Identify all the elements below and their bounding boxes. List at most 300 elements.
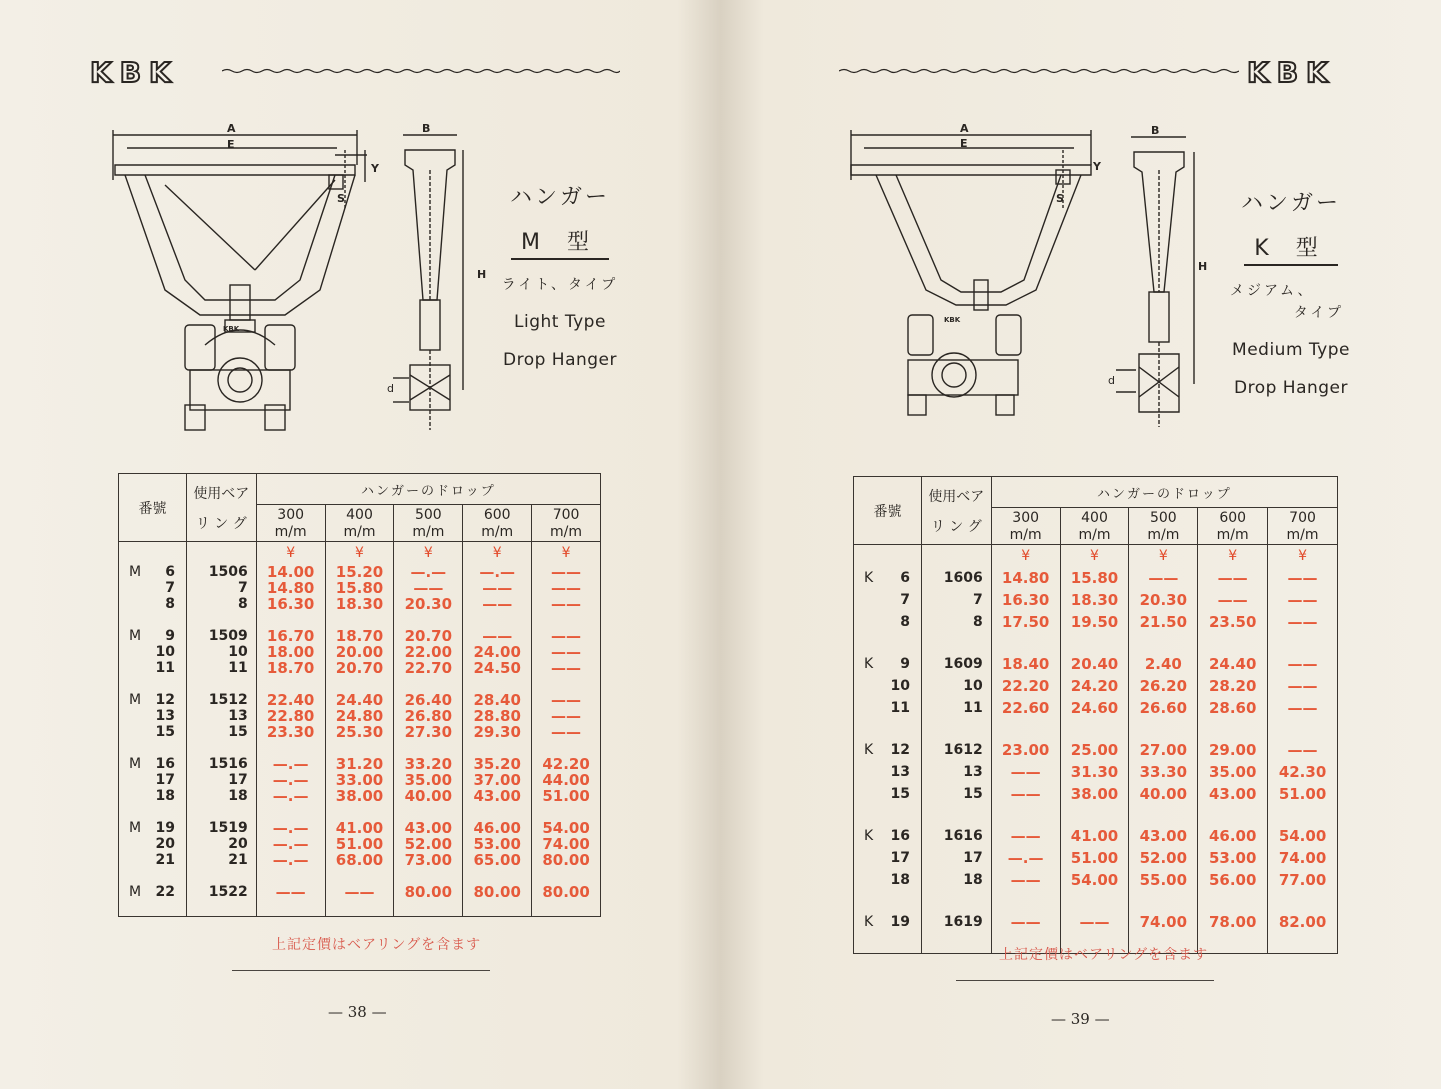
price-value: 82.00 <box>1278 913 1327 931</box>
price-value: 74.00 <box>1139 913 1188 931</box>
bearing-number: 1519 <box>208 820 248 836</box>
price-value: —— <box>1217 591 1248 609</box>
row-group <box>187 628 256 676</box>
row-number <box>864 589 921 611</box>
price-value: 22.20 <box>1001 677 1050 695</box>
price-value: 53.00 <box>1208 849 1257 867</box>
product-type: K 型 <box>1244 231 1337 266</box>
price-value: 15.20 <box>335 563 384 581</box>
row-group <box>1061 739 1129 805</box>
type-english: Medium Type <box>1232 340 1350 360</box>
price-value: 20.30 <box>404 595 453 613</box>
hanger-number: 11 <box>890 700 910 716</box>
price-value: 54.00 <box>1278 827 1327 845</box>
price-value: 51.00 <box>335 835 384 853</box>
row-group <box>326 884 394 900</box>
col-header-drop: ハンガーのドロップ <box>991 477 1337 508</box>
row-number <box>129 580 186 596</box>
row-number <box>129 852 186 868</box>
row-number <box>864 825 921 847</box>
price-table <box>118 473 601 917</box>
row-group <box>1268 739 1337 805</box>
row-group <box>992 739 1060 805</box>
col-header-size-600 <box>463 505 532 542</box>
price-value: 22.70 <box>404 659 453 677</box>
price-value: 24.50 <box>473 659 521 677</box>
hanger-side-view-drawing <box>1106 122 1208 432</box>
price-value: 51.00 <box>1278 785 1327 803</box>
row-group <box>463 820 531 868</box>
price-value: 56.00 <box>1208 871 1257 889</box>
price-value: —.— <box>479 563 516 581</box>
spacer <box>129 542 186 564</box>
price-value: 14.00 <box>266 563 315 581</box>
price-value: 68.00 <box>335 851 384 869</box>
bearing-number: 8 <box>972 614 983 630</box>
price-value: 22.80 <box>266 707 315 725</box>
col-header-number: 番號 <box>119 474 187 542</box>
price-value: 80.00 <box>404 883 453 901</box>
size-unit: m/m <box>1147 527 1180 543</box>
price-value: 24.20 <box>1070 677 1119 695</box>
price-value: 43.00 <box>1139 827 1188 845</box>
hanger-number: 11 <box>155 660 175 676</box>
price-value: 54.00 <box>542 819 590 837</box>
price-value: 16.30 <box>1001 591 1050 609</box>
dim-a-label: A <box>960 122 969 135</box>
hanger-number: 17 <box>155 772 175 788</box>
dim-h-label: H <box>477 268 487 281</box>
row-group <box>1061 911 1129 933</box>
bearing-number: 1612 <box>943 742 983 758</box>
price-value: —.— <box>272 835 309 853</box>
row-group <box>532 884 600 900</box>
dim-y-label: Y <box>371 162 379 175</box>
price-value: 52.00 <box>404 835 453 853</box>
row-number <box>129 644 186 660</box>
dim-d-label: d <box>1108 374 1115 387</box>
col-header-size-300 <box>256 505 325 542</box>
hanger-front-view-drawing <box>105 120 390 440</box>
row-group <box>129 564 186 612</box>
dim-b-label: B <box>1151 124 1160 137</box>
row-number <box>129 820 186 836</box>
col-header-drop: ハンガーのドロップ <box>256 474 600 505</box>
price-value: 40.00 <box>1139 785 1188 803</box>
column-price-500 <box>1129 545 1198 954</box>
price-value: 77.00 <box>1278 871 1327 889</box>
price-value: 43.00 <box>1208 785 1257 803</box>
size-unit: m/m <box>550 524 583 540</box>
row-group <box>992 653 1060 719</box>
row-group <box>187 820 256 868</box>
bearing-number: 1606 <box>943 570 983 586</box>
page-right <box>721 0 1441 1089</box>
row-group <box>463 756 531 804</box>
price-value: 52.00 <box>1139 849 1188 867</box>
size-value: 400 <box>1081 510 1108 526</box>
price-value: —— <box>482 627 513 645</box>
spacer <box>864 545 921 567</box>
bearing-number: 11 <box>228 660 248 676</box>
price-value: 51.00 <box>542 787 590 805</box>
hanger-number: 16 <box>155 756 175 772</box>
price-value: 54.00 <box>1070 871 1119 889</box>
price-value: 18.30 <box>335 595 384 613</box>
price-value: —— <box>1287 655 1318 673</box>
price-value: —.— <box>272 819 309 837</box>
column-price-500 <box>394 542 463 917</box>
price-value: 74.00 <box>542 835 590 853</box>
row-group <box>864 825 921 891</box>
row-number <box>864 783 921 805</box>
product-title-block <box>480 180 640 370</box>
size-unit: m/m <box>1286 527 1319 543</box>
hanger-number: 7 <box>900 592 910 608</box>
row-group <box>463 692 531 740</box>
hanger-number: 6 <box>900 570 910 586</box>
row-number <box>129 756 186 772</box>
row-number <box>129 692 186 708</box>
row-group <box>187 564 256 612</box>
price-value: 18.70 <box>266 659 315 677</box>
hanger-number: 16 <box>890 828 910 844</box>
row-group <box>463 884 531 900</box>
row-group <box>864 911 921 933</box>
series-letter: K <box>864 914 874 930</box>
bearing-number: 11 <box>963 700 983 716</box>
kbk-badge: KBK <box>223 325 240 333</box>
row-group <box>257 756 325 804</box>
bearing-number: 1512 <box>208 692 248 708</box>
row-group <box>326 564 394 612</box>
currency-symbol: ¥ <box>1158 548 1168 564</box>
hanger-number: 19 <box>890 914 910 930</box>
price-value: 24.80 <box>335 707 384 725</box>
hanger-number: 7 <box>165 580 175 596</box>
type-english: Light Type <box>514 312 606 332</box>
price-value: 23.30 <box>266 723 315 741</box>
col-header-size-500 <box>1129 508 1198 545</box>
currency-symbol: ¥ <box>1228 548 1238 564</box>
page-number: — 39 — <box>1051 1010 1110 1028</box>
size-value: 600 <box>1219 510 1247 526</box>
price-value: 18.30 <box>1070 591 1119 609</box>
price-value: —— <box>551 563 582 581</box>
dim-y-label: Y <box>1093 160 1101 173</box>
price-value: 20.70 <box>404 627 453 645</box>
bearing-number: 1522 <box>208 884 248 900</box>
hanger-number: 12 <box>155 692 175 708</box>
column-bearing <box>921 545 991 954</box>
price-value: 28.40 <box>473 691 521 709</box>
currency-symbol: ¥ <box>1090 548 1099 564</box>
row-number <box>864 739 921 761</box>
row-number <box>129 772 186 788</box>
hanger-number: 10 <box>155 644 175 660</box>
row-group <box>463 628 531 676</box>
price-note: 上記定價はベアリングを含ます <box>272 937 482 953</box>
hanger-number: 22 <box>155 884 175 900</box>
price-value: —— <box>1287 741 1318 759</box>
col-header-bearing <box>921 477 991 545</box>
price-value: 46.00 <box>1208 827 1257 845</box>
price-value: 26.60 <box>1139 699 1188 717</box>
price-value: 26.40 <box>404 691 453 709</box>
price-value: 18.00 <box>266 643 315 661</box>
column-price-600 <box>463 542 532 917</box>
row-group <box>394 820 462 868</box>
type-kana: ライト、タイプ <box>501 277 619 293</box>
price-value: 55.00 <box>1139 871 1188 889</box>
footer-rule <box>232 970 490 971</box>
product-type: M 型 <box>511 225 609 260</box>
hanger-number: 9 <box>900 656 910 672</box>
column-number <box>854 545 922 954</box>
price-value: 23.00 <box>1001 741 1050 759</box>
size-unit: m/m <box>343 524 376 540</box>
page-number: — 38 — <box>328 1003 387 1021</box>
dim-s-label: S <box>337 192 345 205</box>
price-value: 80.00 <box>542 883 590 901</box>
price-value: 46.00 <box>473 819 521 837</box>
series-letter: M <box>129 756 142 772</box>
price-value: 41.00 <box>335 819 384 837</box>
row-group <box>394 756 462 804</box>
size-unit: m/m <box>481 524 514 540</box>
series-letter: M <box>129 884 142 900</box>
hanger-number: 8 <box>900 614 910 630</box>
row-number <box>129 836 186 852</box>
price-value: 28.80 <box>473 707 521 725</box>
price-value: 20.70 <box>335 659 384 677</box>
price-table <box>853 476 1338 954</box>
series-letter: M <box>129 820 142 836</box>
row-group <box>1268 567 1337 633</box>
price-value: 18.40 <box>1001 655 1050 673</box>
row-group <box>922 567 991 633</box>
price-value: —— <box>1148 569 1179 587</box>
dim-d-label: d <box>387 382 394 395</box>
column-price-600 <box>1198 545 1268 954</box>
bearing-number: 20 <box>228 836 248 852</box>
row-group <box>129 884 186 900</box>
spacer <box>187 542 256 564</box>
col-header-size-600 <box>1198 508 1268 545</box>
row-group <box>326 692 394 740</box>
row-group <box>1268 653 1337 719</box>
bearing-number: 1516 <box>208 756 248 772</box>
row-group <box>257 820 325 868</box>
row-group <box>326 628 394 676</box>
row-group <box>1061 567 1129 633</box>
size-value: 700 <box>1289 510 1316 526</box>
hanger-number: 10 <box>890 678 910 694</box>
series-letter: M <box>129 628 142 644</box>
size-unit: m/m <box>412 524 445 540</box>
bearing-number: 17 <box>228 772 248 788</box>
hanger-number: 15 <box>890 786 910 802</box>
hanger-number: 20 <box>155 836 175 852</box>
row-group <box>326 756 394 804</box>
row-group <box>1061 825 1129 891</box>
row-number <box>864 911 921 933</box>
row-number <box>129 788 186 804</box>
price-value: 24.40 <box>1208 655 1257 673</box>
price-value: 35.20 <box>473 755 521 773</box>
row-number <box>129 708 186 724</box>
price-value: —— <box>1010 785 1041 803</box>
col-header-bearing-line2: リ ン グ <box>930 518 982 535</box>
row-group <box>326 820 394 868</box>
row-group <box>257 628 325 676</box>
bearing-number: 8 <box>237 596 248 612</box>
price-value: —— <box>1079 913 1110 931</box>
price-value: 43.00 <box>404 819 453 837</box>
hanger-number: 18 <box>890 872 910 888</box>
row-group <box>1129 911 1197 933</box>
price-value: 24.60 <box>1070 699 1119 717</box>
row-group <box>1198 567 1267 633</box>
price-value: 27.30 <box>404 723 453 741</box>
row-group <box>1198 825 1267 891</box>
size-unit: m/m <box>1216 527 1249 543</box>
price-value: —— <box>551 595 582 613</box>
col-header-bearing <box>186 474 256 542</box>
price-value: 31.30 <box>1070 763 1119 781</box>
col-header-size-400 <box>325 505 394 542</box>
price-value: 24.40 <box>335 691 384 709</box>
product-english: Drop Hanger <box>502 350 618 370</box>
product-english: Drop Hanger <box>1233 378 1349 398</box>
price-value: 35.00 <box>1208 763 1257 781</box>
row-group <box>922 825 991 891</box>
price-value: 33.00 <box>335 771 384 789</box>
row-number <box>129 884 186 900</box>
price-value: —— <box>551 579 582 597</box>
price-value: 78.00 <box>1208 913 1257 931</box>
price-value: —— <box>1010 827 1041 845</box>
hanger-front-view-drawing <box>846 120 1116 430</box>
price-value: 73.00 <box>404 851 453 869</box>
hanger-number: 21 <box>155 852 175 868</box>
col-header-size-700 <box>532 505 601 542</box>
price-value: 31.20 <box>335 755 384 773</box>
column-price-400 <box>325 542 394 917</box>
price-value: 20.00 <box>335 643 384 661</box>
row-number <box>129 628 186 644</box>
price-value: 80.00 <box>542 851 590 869</box>
price-value: 2.40 <box>1144 655 1182 673</box>
price-value: —— <box>1010 871 1041 889</box>
row-group <box>129 628 186 676</box>
row-group <box>394 628 462 676</box>
currency-symbol: ¥ <box>1298 548 1307 564</box>
currency-symbol: ¥ <box>423 545 433 561</box>
row-group <box>187 884 256 900</box>
series-letter: M <box>129 564 142 580</box>
hanger-number: 6 <box>165 564 175 580</box>
row-number <box>129 564 186 580</box>
price-value: 15.80 <box>1070 569 1119 587</box>
size-unit: m/m <box>1078 527 1111 543</box>
hanger-side-view-drawing <box>385 120 487 435</box>
header-wavy-rule <box>839 68 1239 74</box>
hanger-number: 17 <box>890 850 910 866</box>
row-number <box>864 653 921 675</box>
col-header-number: 番號 <box>854 477 922 545</box>
type-kana-line2: タイプ <box>1293 305 1344 321</box>
bearing-number: 15 <box>228 724 248 740</box>
row-group <box>1129 739 1197 805</box>
price-value: 14.80 <box>266 579 315 597</box>
row-group <box>864 653 921 719</box>
price-value: —— <box>275 883 306 901</box>
row-group <box>1129 567 1197 633</box>
price-value: —— <box>1010 763 1041 781</box>
bearing-number: 17 <box>963 850 983 866</box>
dim-e-label: E <box>960 137 968 150</box>
hanger-number: 13 <box>890 764 910 780</box>
price-value: —— <box>344 883 375 901</box>
dim-h-label: H <box>1198 260 1208 273</box>
price-value: —— <box>1287 569 1318 587</box>
bearing-number: 10 <box>228 644 248 660</box>
bearing-number: 1616 <box>943 828 983 844</box>
series-letter: K <box>864 828 874 844</box>
bearing-number: 15 <box>963 786 983 802</box>
col-header-size-400 <box>1060 508 1129 545</box>
row-number <box>864 611 921 633</box>
price-value: 19.50 <box>1070 613 1119 631</box>
row-number <box>864 847 921 869</box>
col-header-bearing-line1: 使用ベア <box>193 485 250 502</box>
row-number <box>129 596 186 612</box>
type-kana-line1: メジアム、 <box>1230 283 1315 299</box>
price-value: 37.00 <box>473 771 521 789</box>
price-value: 38.00 <box>1070 785 1119 803</box>
size-value: 500 <box>414 507 442 523</box>
price-value: 20.40 <box>1070 655 1119 673</box>
column-number <box>119 542 187 917</box>
price-value: —— <box>1217 569 1248 587</box>
price-value: 18.70 <box>335 627 384 645</box>
col-header-size-300 <box>991 508 1060 545</box>
dim-e-label: E <box>227 138 235 151</box>
bearing-number: 7 <box>972 592 983 608</box>
price-value: 51.00 <box>1070 849 1119 867</box>
bearing-number: 13 <box>228 708 248 724</box>
row-group <box>922 739 991 805</box>
bearing-number: 1609 <box>943 656 983 672</box>
row-group <box>532 692 600 740</box>
price-value: —— <box>551 691 582 709</box>
price-value: 25.30 <box>335 723 384 741</box>
row-group <box>1061 653 1129 719</box>
row-group <box>257 884 325 900</box>
row-group <box>1129 825 1197 891</box>
price-value: —— <box>551 707 582 725</box>
bearing-number: 1506 <box>208 564 248 580</box>
row-group <box>1198 653 1267 719</box>
price-value: 65.00 <box>473 851 521 869</box>
row-group <box>532 564 600 612</box>
price-value: —.— <box>272 755 309 773</box>
price-value: —.— <box>410 563 447 581</box>
price-value: —— <box>551 723 582 741</box>
hanger-number: 9 <box>165 628 175 644</box>
product-name: ハンガー <box>509 185 610 210</box>
